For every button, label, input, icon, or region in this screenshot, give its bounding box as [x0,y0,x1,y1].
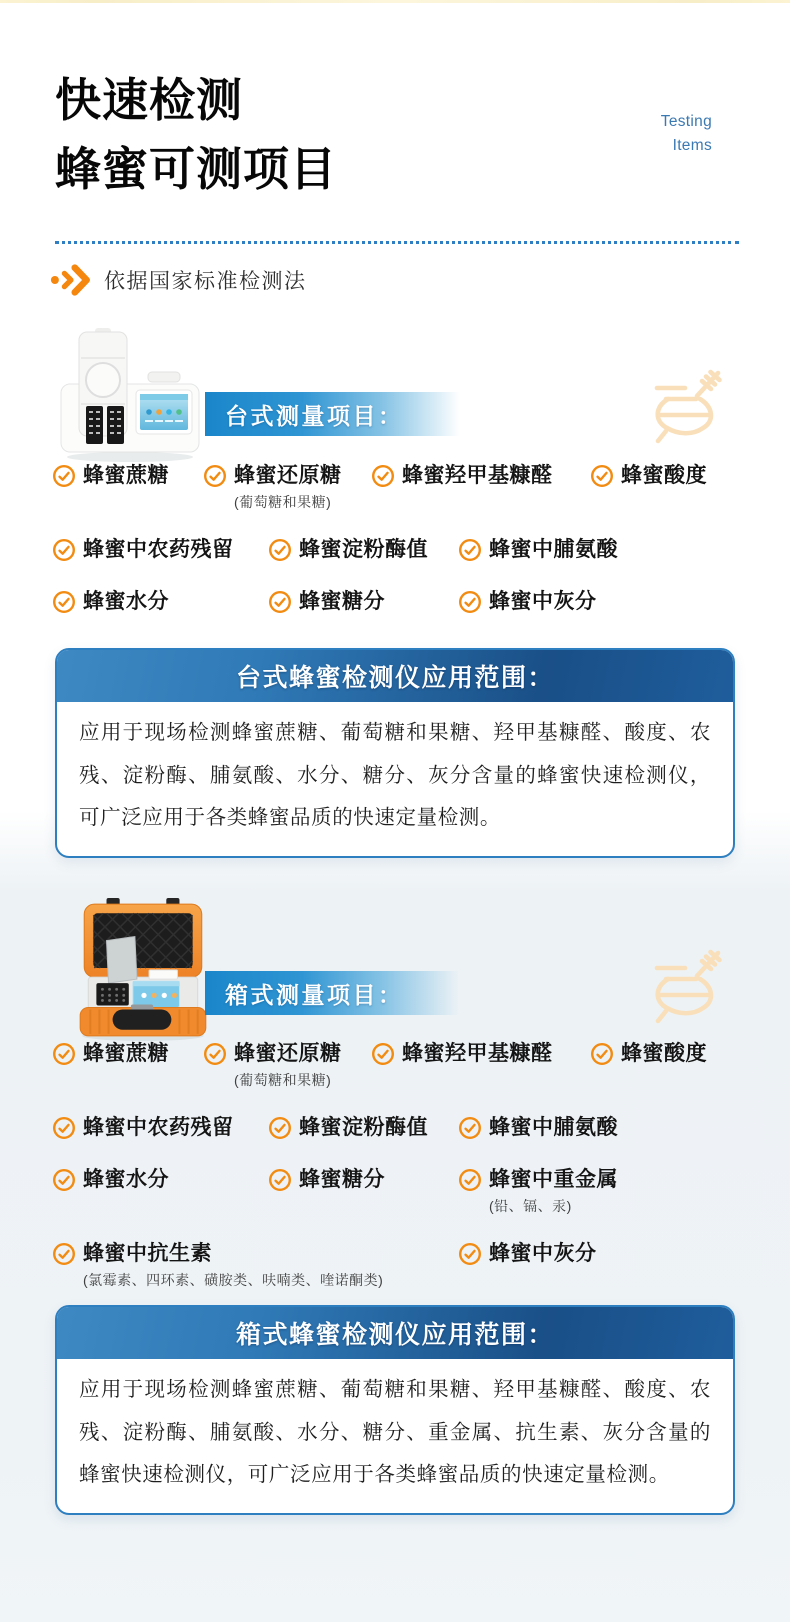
application-box-body: 应用于现场检测蜂蜜蔗糖、葡萄糖和果糖、羟甲基糠醛、酸度、农残、淀粉酶、脯氨酸、水分、糖分、重金属、抗生素、灰分含量的蜂蜜快速检测仪，可广泛应用于各类蜂蜜品质的快速定量检测。 [79,1378,711,1487]
check-icon [52,464,76,488]
check-icon [458,538,482,562]
honey-pot-icon [642,358,734,454]
test-item-label: 蜂蜜中脯氨酸 [489,538,618,561]
top-edge-decoration [0,0,790,3]
test-item-label: 蜂蜜还原糖 [234,464,342,487]
test-item-label: 蜂蜜淀粉酶值 [299,1116,428,1139]
portable-test-items-list [52,1040,744,1314]
test-item [268,1166,458,1194]
test-items-row [52,1166,744,1216]
test-item [268,536,458,564]
test-item-label: 蜂蜜中重金属 [489,1168,618,1191]
check-icon [590,464,614,488]
test-item-label: 蜂蜜中灰分 [489,1242,597,1265]
test-items-row [52,1040,744,1090]
test-item-label: 蜂蜜酸度 [621,464,707,487]
arrow-bullet-icon [50,262,92,298]
check-icon [458,590,482,614]
check-icon [203,464,227,488]
application-box-heading: 台式蜂蜜检测仪应用范围： [57,650,733,702]
check-icon [52,1042,76,1066]
test-item-note: (葡萄糖和果糖) [234,494,332,510]
check-icon [268,590,292,614]
honey-pot-icon [642,938,734,1034]
test-item [52,588,268,616]
check-icon [52,1168,76,1192]
test-item-label: 蜂蜜中脯氨酸 [489,1116,618,1139]
test-item [52,1166,268,1194]
test-item-label: 蜂蜜还原糖 [234,1042,342,1065]
check-icon [458,1116,482,1140]
page-title-line1: 快速检测 [55,74,243,126]
section-label-portable [205,971,459,1015]
check-icon [371,1042,395,1066]
test-item-label: 蜂蜜水分 [83,590,169,613]
standard-method-note [50,258,307,302]
test-items-row [52,462,744,512]
check-icon [203,1042,227,1066]
dotted-divider [55,241,739,244]
page-title-english [661,110,712,158]
benchtop-analyzer-image [55,328,205,464]
test-item-label: 蜂蜜中农药残留 [83,1116,234,1139]
section-label-benchtop [205,392,459,436]
test-item [590,1040,744,1068]
check-icon [268,1168,292,1192]
test-item-note: (氯霉素、四环素、磺胺类、呋喃类、喹诺酮类) [83,1272,384,1288]
check-icon [268,538,292,562]
test-item [458,1240,744,1268]
test-item [52,1114,268,1142]
test-items-row [52,1114,744,1142]
test-item [203,462,371,512]
test-item [371,1040,590,1068]
test-item [458,588,744,616]
portable-application-box [55,1305,735,1515]
test-items-row [52,1240,744,1290]
test-item-label: 蜂蜜中抗生素 [83,1242,212,1265]
check-icon [52,538,76,562]
test-item [590,462,744,490]
application-box-body: 应用于现场检测蜂蜜蔗糖、葡萄糖和果糖、羟甲基糠醛、酸度、农残、淀粉酶、脯氨酸、水分、糖分、灰分含量的蜂蜜快速检测仪，可广泛应用于各类蜂蜜品质的快速定量检测。 [79,721,711,830]
test-item-label: 蜂蜜中农药残留 [83,538,234,561]
check-icon [52,590,76,614]
test-item [52,536,268,564]
benchtop-test-items-list [52,462,744,640]
test-item [52,462,203,490]
section-label-text: 箱式测量项目： [225,981,404,1008]
method-note-text: 依据国家标准检测法 [104,270,307,293]
check-icon [458,1168,482,1192]
application-box-heading: 箱式蜂蜜检测仪应用范围： [57,1307,733,1359]
test-item-label: 蜂蜜中灰分 [489,590,597,613]
test-item-label: 蜂蜜酸度 [621,1042,707,1065]
test-item-label: 蜂蜜蔗糖 [83,1042,169,1065]
benchtop-application-box [55,648,735,858]
test-items-row [52,588,744,616]
page-title [55,66,337,204]
test-item [52,1040,203,1068]
test-item-label: 蜂蜜淀粉酶值 [299,538,428,561]
page-title-line2: 蜂蜜可测项目 [55,143,337,195]
test-items-row [52,536,744,564]
test-item [268,1114,458,1142]
test-item-label: 蜂蜜羟甲基糠醛 [402,464,553,487]
test-item-note: (铅、镉、汞) [489,1198,572,1214]
test-item [458,1166,744,1216]
check-icon [52,1242,76,1266]
test-item [268,588,458,616]
test-item [203,1040,371,1090]
check-icon [458,1242,482,1266]
check-icon [371,464,395,488]
test-item [52,1240,458,1290]
title-en-line2: Items [672,137,712,154]
portable-case-analyzer-image [68,898,220,1042]
test-item [371,462,590,490]
check-icon [268,1116,292,1140]
test-item-label: 蜂蜜糖分 [299,1168,385,1191]
title-en-line1: Testing [660,113,712,130]
test-item-label: 蜂蜜羟甲基糠醛 [402,1042,553,1065]
test-item [458,536,744,564]
test-item-note: (葡萄糖和果糖) [234,1072,332,1088]
section-label-text: 台式测量项目： [225,402,404,429]
check-icon [590,1042,614,1066]
check-icon [52,1116,76,1140]
test-item [458,1114,744,1142]
test-item-label: 蜂蜜糖分 [299,590,385,613]
test-item-label: 蜂蜜水分 [83,1168,169,1191]
test-item-label: 蜂蜜蔗糖 [83,464,169,487]
